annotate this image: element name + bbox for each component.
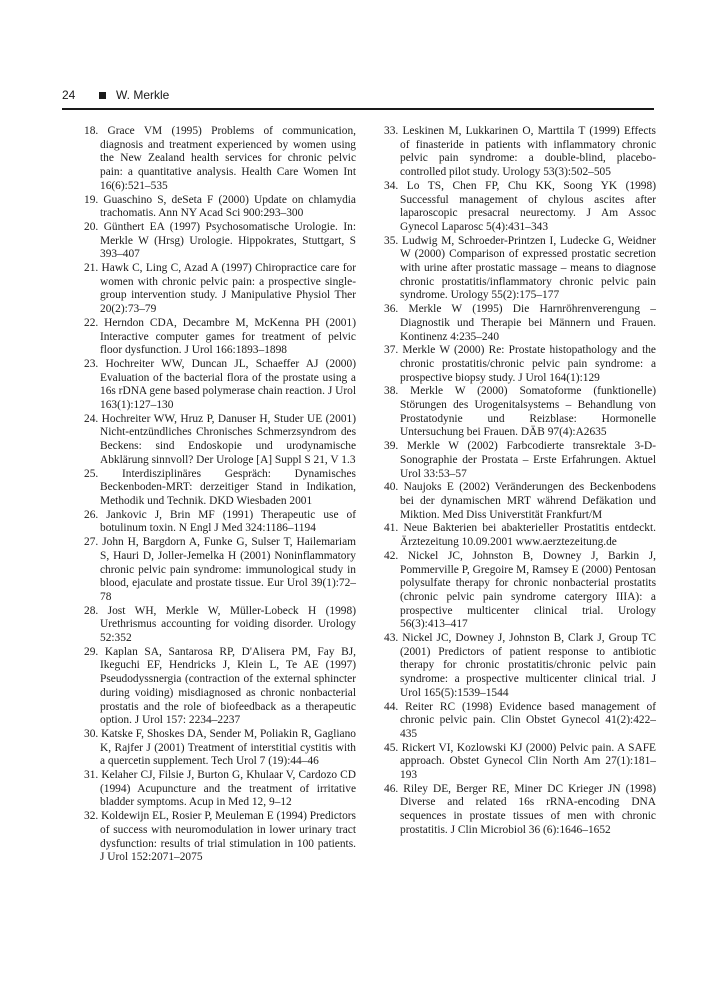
reference-30: 30. Katske F, Shoskes DA, Sender M, Poliakin R, Gagliano K, Rajfer J (2001) Treatment of interstitial cystitis with a quercetin supplement. Tech Urol 7 (19):44–46 (84, 727, 356, 768)
reference-38: 38. Merkle W (2000) Somatoforme (funktionelle) Störungen des Urogenitalsystems – Behandlung von Prostatodynie und Reizblase: Hormonelle Untersuchung bei Frauen. DÄB 97(4):A2635 (384, 385, 656, 439)
reference-27: 27. John H, Bargdorn A, Funke G, Sulser T, Hailemariam S, Hauri D, Joller-Jemelka H (2001) Noninflammatory chronic pelvic pain syndrome: immunological study in blood, ejaculate and prostate tissue. Eur Urol 39(1):72–78 (84, 536, 356, 603)
reference-19: 19. Guaschino S, deSeta F (2000) Update on chlamydia trachomatis. Ann NY Acad Sci 900:293–300 (84, 193, 356, 220)
references-left-column (84, 125, 356, 865)
reference-24: 24. Hochreiter WW, Hruz P, Danuser H, Studer UE (2001) Nicht-entzündliches Chronisches Schmerzsyndrom des Beckens: sind Endoskopie und urodynamische Abklärung sinnvoll? Der Urologe [A] Suppl S 21, V 1.3 (84, 412, 356, 466)
reference-28: 28. Jost WH, Merkle W, Müller-Lobeck H (1998) Urethrismus accounting for voiding disorder. Urology 52:352 (84, 604, 356, 645)
reference-46: 46. Riley DE, Berger RE, Miner DC Krieger JN (1998) Diverse and related 16s rRNA-encoding DNA sequences in prostate tissues of men with chronic prostatitis. J Clin Microbiol 36 (6):1646–1652 (384, 782, 656, 836)
references-right-column (384, 125, 656, 838)
reference-21: 21. Hawk C, Ling C, Azad A (1997) Chiropractice care for women with chronic pelvic pain: a prospective single-group intervention study. J Manipulative Physiol Ther 20(2):73–79 (84, 262, 356, 316)
reference-36: 36. Merkle W (1995) Die Harnröhrenverengung – Diagnostik und Therapie bei Männern und Frauen. Kontinenz 4:235–240 (384, 303, 656, 343)
reference-43: 43. Nickel JC, Downey J, Johnston B, Clark J, Group TC (2001) Predictors of patient response to antibiotic therapy for chronic prostatitis/chronic pelvic pain syndrome: a prospective multicenter clinical trial. J Urol 165(5):1539–1544 (384, 632, 656, 699)
reference-34: 34. Lo TS, Chen FP, Chu KK, Soong YK (1998) Successful management of chylous ascites after laparoscopic presacral neurectomy. J Am Assoc Gynecol Laparosc 5(4):431–343 (384, 179, 656, 233)
reference-23: 23. Hochreiter WW, Duncan JL, Schaeffer AJ (2000) Evaluation of the bacterial flora of the prostate using a 16s rDNA gene based polymerase chain reaction. J Urol 163(1):127–130 (84, 357, 356, 412)
running-head (62, 86, 654, 108)
reference-33: 33. Leskinen M, Lukkarinen O, Marttila T (1999) Effects of finasteride in patients with inflammatory chronic pelvic pain syndrome: a double-blind, placebo-controlled pilot study. Urology 53(3):502–505 (384, 125, 656, 179)
reference-20: 20. Günthert EA (1997) Psychosomatische Urologie. In: Merkle W (Hrsg) Urologie. Hippokrates, Stuttgart, S 393–407 (84, 220, 356, 261)
reference-39: 39. Merkle W (2002) Farbcodierte transrektale 3-D-Sonographie der Prostata – Erste Erfahrungen. Aktuel Urol 33:53–57 (384, 440, 656, 480)
reference-32: 32. Koldewijn EL, Rosier P, Meuleman E (1994) Predictors of success with neuromodulation in lower urinary tract dysfunction: results of trial stimulation in 100 patients. J Urol 152:2071–2075 (84, 810, 356, 864)
reference-42: 42. Nickel JC, Johnston B, Downey J, Barkin J, Pommerville P, Gregoire M, Ramsey E (2000) Pentosan polysulfate therapy for chronic nonbacterial prostatits (chronic pelvic pain syndrome catergory IIIA): a prospective multicenter clinical trial. Urology 56(3):413–417 (384, 549, 656, 631)
square-bullet-icon (99, 92, 106, 99)
reference-37: 37. Merkle W (2000) Re: Prostate histopathology and the chronic prostatitis/chronic pelvic pain syndrome: a prospective biopsy study. J Urol 164(1):129 (384, 344, 656, 384)
reference-31: 31. Kelaher CJ, Filsie J, Burton G, Khulaar V, Cardozo CD (1994) Acupuncture and the treatment of irritative bladder symptoms. Acup in Med 12, 9–12 (84, 769, 356, 809)
reference-26: 26. Jankovic J, Brin MF (1991) Therapeutic use of botulinum toxin. N Engl J Med 324:1186–1194 (84, 508, 356, 535)
reference-35: 35. Ludwig M, Schroeder-Printzen I, Ludecke G, Weidner W (2000) Comparison of expressed prostatic secretion with urine after prostatic massage – means to diagnose chronic prostatitis/inflammatory chronic pelvic pain syndrome. Urology 55(2):175–177 (384, 234, 656, 302)
reference-18: 18. Grace VM (1995) Problems of communication, diagnosis and treatment experienced by women using the New Zealand health services for chronic pelvic pain: a quantitative analysis. Health Care Women Int 16(6):521–535 (84, 125, 356, 192)
page-number: 24 (62, 88, 76, 102)
reference-40: 40. Naujoks E (2002) Veränderungen des Beckenbodens bei der dynamischen MRT während Defäkation und Miktion. Med Diss Universtität Frankfurt/M (384, 481, 656, 521)
reference-41: 41. Neue Bakterien bei abakterieller Prostatitis entdeckt. Ärztezeitung 10.09.2001 www.aerztezeitung.de (384, 522, 656, 549)
running-head-author: W. Merkle (116, 88, 170, 102)
header-rule (62, 108, 654, 110)
reference-25: 25. Interdisziplinäres Gespräch: Dynamisches Beckenboden-MRT: derzeitiger Stand in Indikation, Methodik und Technik. DKD Wiesbaden 2001 (84, 467, 356, 507)
reference-29: 29. Kaplan SA, Santarosa RP, D'Alisera PM, Fay BJ, Ikeguchi EF, Hendricks J, Klein L, Te AE (1997) Pseudodyssnergia (contraction of the external sphincter during voiding) misdiagnosed as chronic nonbacterial prostatis and the role of biofeedback as a therapeutic option. J Urol 157: 2234–2237 (84, 645, 356, 727)
reference-44: 44. Reiter RC (1998) Evidence based management of chronic pelvic pain. Clin Obstet Gynecol 41(2):422–435 (384, 700, 656, 740)
reference-45: 45. Rickert VI, Kozlowski KJ (2000) Pelvic pain. A SAFE approach. Obstet Gynecol Clin North Am 27(1):181–193 (384, 741, 656, 782)
reference-22: 22. Herndon CDA, Decambre M, McKenna PH (2001) Interactive computer games for treatment of pelvic floor dysfunction. J Urol 166:1893–1898 (84, 316, 356, 357)
